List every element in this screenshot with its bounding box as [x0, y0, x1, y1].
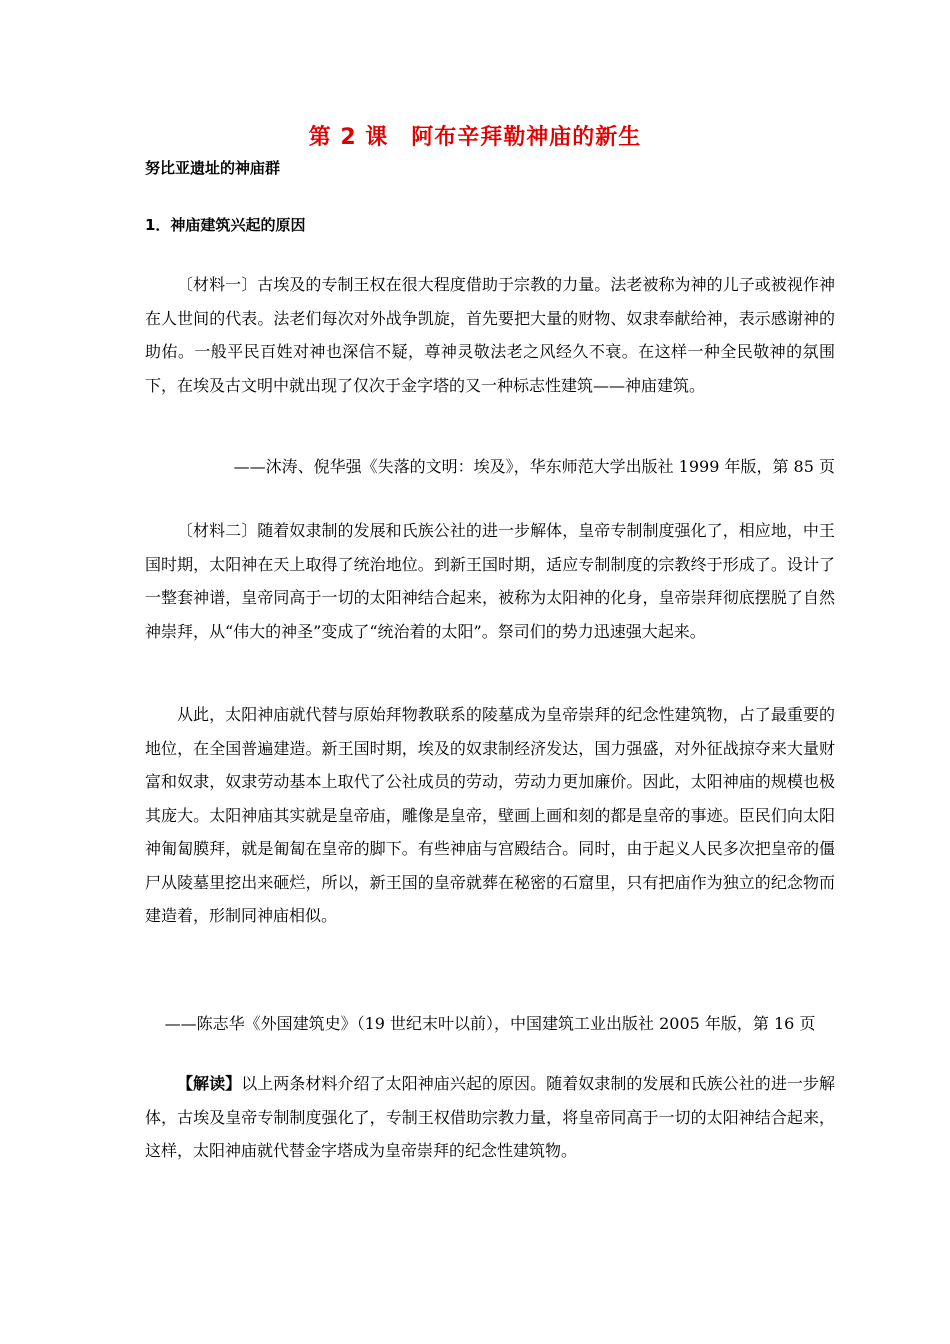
interpretation-text: 以上两条材料介绍了太阳神庙兴起的原因。随着奴隶制的发展和氏族公社的进一步解体，古埃及皇帝专制制度强化了，专制王权借助宗教力量，将皇帝同高于一切的太阳神结合起来，这样，太阳神庙就代替金字塔成为皇帝崇拜的纪念性建筑物。: [145, 1074, 835, 1160]
material-two-continuation-paragraph: 从此，太阳神庙就代替与原始拜物教联系的陵墓成为皇帝崇拜的纪念性建筑物，占了最重要的地位，在全国普遍建造。新王国时期，埃及的奴隶制经济发达，国力强盛，对外征战掠夺来大量财富和奴隶，奴隶劳动基本上取代了公社成员的劳动，劳动力更加廉价。因此，太阳神庙的规模也极其庞大。太阳神庙其实就是皇帝庙，雕像是皇帝，壁画上画和刻的都是皇帝的事迹。臣民们向太阳神匍匐膜拜，就是匍匐在皇帝的脚下。有些神庙与宫殿结合。同时，由于起义人民多次把皇帝的僵尸从陵墓里挖出来砸烂，所以，新王国的皇帝就葬在秘密的石窟里，只有把庙作为独立的纪念物而建造着，形制同神庙相似。: [145, 705, 835, 925]
page-title: 第 2 课 阿布辛拜勒神庙的新生: [308, 125, 642, 150]
interpretation-label: 【解读】: [177, 1074, 242, 1093]
section-heading: 1．神庙建筑兴起的原因: [145, 216, 306, 234]
source-citation-two: ——陈志华《外国建筑史》（19 世纪末叶以前），中国建筑工业出版社 2005 年版，第 16 页: [164, 1014, 816, 1033]
interpretation-paragraph: [145, 1067, 835, 1168]
material-two-paragraph: 〔材料二〕随着奴隶制的发展和氏族公社的进一步解体，皇帝专制制度强化了，相应地，中王国时期，太阳神在天上取得了统治地位。到新王国时期，适应专制制度的宗教终于形成了。设计了一整套神谱，皇帝同高于一切的太阳神结合起来，被称为太阳神的化身，皇帝崇拜彻底摆脱了自然神崇拜，从“伟大的神圣”变成了“统治着的太阳”。祭司们的势力迅速强大起来。: [145, 521, 835, 641]
source-citation-one: ——沐涛、倪华强《失落的文明：埃及》，华东师范大学出版社 1999 年版，第 85 页: [233, 457, 835, 476]
material-one-paragraph: 〔材料一〕古埃及的专制王权在很大程度借助于宗教的力量。法老被称为神的儿子或被视作神在人世间的代表。法老们每次对外战争凯旋，首先要把大量的财物、奴隶奉献给神，表示感谢神的助佑。一般平民百姓对神也深信不疑，尊神灵敬法老之风经久不衰。在这样一种全民敬神的氛围下，在埃及古文明中就出现了仅次于金字塔的又一种标志性建筑——神庙建筑。: [145, 275, 835, 395]
subtitle: 努比亚遗址的神庙群: [145, 159, 281, 177]
